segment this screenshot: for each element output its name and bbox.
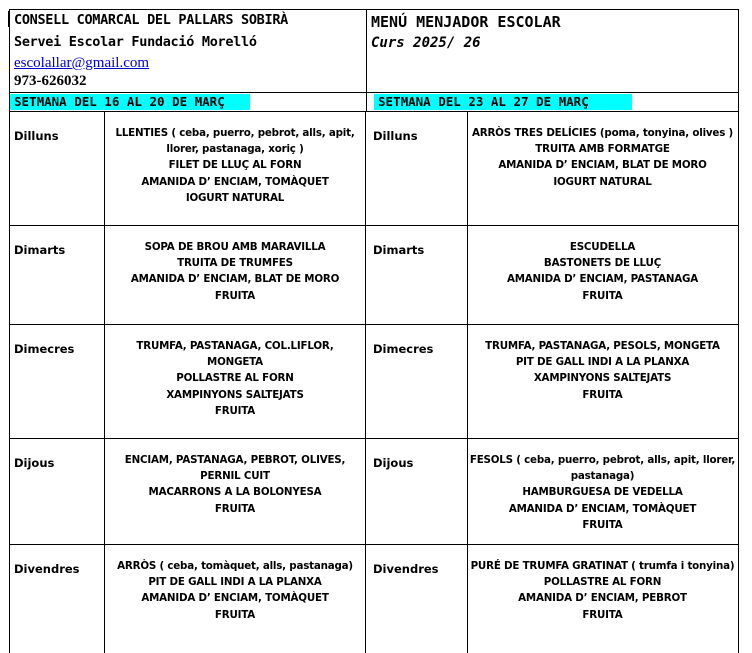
row-dimarts (10, 226, 739, 325)
week-divider (366, 93, 367, 111)
day-label: Dilluns (10, 112, 105, 225)
day-label: Dijous (366, 439, 468, 544)
dish-line: AMANIDA D’ ENCIAM, BLAT DE MORO (498, 159, 707, 172)
dish-line: PERNIL CUIT (200, 470, 270, 483)
organization-name: CONSELL COMARCAL DEL PALLARS SOBIRÀ (14, 12, 288, 28)
dish-line: TRUMFA, PASTANAGA, COL.LIFLOR, (136, 340, 334, 352)
dish-line: pastanaga) (570, 470, 635, 483)
dish-line: AMANIDA D’ ENCIAM, TOMÀQUET (141, 592, 329, 605)
meal-cell (105, 439, 366, 544)
dish-line: ENCIAM, PASTANAGA, PEBROT, OLIVES, (124, 454, 346, 466)
meal-cell (468, 325, 737, 438)
days-grid (10, 112, 739, 653)
dish-line: SOPA DE BROU AMB MARAVILLA (144, 241, 326, 253)
dish-line: PIT DE GALL INDI A LA PLANXA (148, 576, 322, 589)
day-label: Dimecres (366, 325, 468, 438)
day-label: Dijous (10, 439, 105, 544)
dish-line: PURÉ DE TRUMFA GRATINAT ( trumfa i tonyina) (470, 560, 735, 572)
row-dilluns (10, 112, 739, 226)
meal-cell (105, 325, 366, 438)
dish-line: IOGURT NATURAL (553, 175, 652, 188)
meal-cell (468, 545, 737, 653)
meal-cell (105, 226, 366, 324)
week-labels-row (10, 93, 739, 112)
dish-line: FRUITA (582, 289, 623, 302)
row-divendres (10, 545, 739, 653)
dish-line: MACARRONS A LA BOLONYESA (148, 486, 322, 499)
dish-line: FRUITA (214, 608, 256, 621)
text-cursor (8, 11, 9, 27)
day-label: Dilluns (366, 112, 468, 225)
week-2-label: SETMANA DEL 23 AL 27 DE MARÇ (374, 94, 632, 110)
dish-line: POLLASTRE AL FORN (543, 576, 662, 589)
menu-table (9, 9, 739, 653)
course-label: Curs 2025/ 26 (371, 35, 481, 51)
header-left (10, 10, 367, 93)
day-label: Dimarts (366, 226, 468, 324)
meal-cell (468, 226, 737, 324)
dish-line: BASTONETS DE LLUÇ (543, 257, 662, 270)
dish-line: XAMPINYONS SALTEJATS (533, 372, 672, 385)
day-label: Dimarts (10, 226, 105, 324)
dish-line: ARRÒS TRES DELÍCIES (poma, tonyina, olives ) (471, 127, 734, 139)
dish-line: FESOLS ( ceba, puerro, pebrot, alls, apit, llorer, (469, 454, 736, 466)
dish-line: HAMBURGUESA DE VEDELLA (522, 486, 683, 499)
phone-number: 973-626032 (14, 73, 87, 89)
dish-line: FRUITA (582, 388, 623, 401)
dish-line: LLENTIES ( ceba, puerro, pebrot, alls, apit, (115, 127, 355, 139)
dish-line: AMANIDA D’ ENCIAM, TOMÀQUET (508, 502, 697, 515)
dish-line: MONGETA (207, 356, 263, 369)
dish-line: AMANIDA D’ ENCIAM, PEBROT (518, 592, 687, 605)
dish-line: POLLASTRE AL FORN (176, 372, 294, 385)
dish-line: IOGURT NATURAL (185, 191, 285, 204)
row-dijous (10, 439, 739, 545)
day-label: Dimecres (10, 325, 105, 438)
dish-line: TRUMFA, PASTANAGA, PESOLS, MONGETA (485, 340, 720, 352)
menu-title: MENÚ MENJADOR ESCOLAR (371, 13, 561, 31)
meal-cell (105, 112, 366, 225)
week-1-label: SETMANA DEL 16 AL 20 DE MARÇ (10, 94, 250, 110)
service-name: Servei Escolar Fundació Morelló (14, 34, 257, 50)
dish-line: TRUITA AMB FORMATGE (535, 143, 670, 156)
row-dimecres (10, 325, 739, 439)
day-label: Divendres (366, 545, 468, 653)
email-link[interactable]: escolallar@gmail.com (14, 55, 150, 71)
dish-line: PIT DE GALL INDI A LA PLANXA (515, 356, 690, 369)
dish-line: llorer, pastanaga, xoriç ) (166, 143, 304, 156)
dish-line: FRUITA (582, 518, 623, 531)
meal-cell (468, 439, 737, 544)
meal-cell (105, 545, 366, 653)
dish-line: FRUITA (214, 404, 256, 417)
header-right (366, 10, 740, 93)
dish-line: AMANIDA D’ ENCIAM, BLAT DE MORO (130, 273, 340, 286)
dish-line: ESCUDELLA (569, 241, 636, 253)
dish-line: ARRÒS ( ceba, tomàquet, alls, pastanaga) (117, 560, 353, 572)
dish-line: FRUITA (214, 289, 256, 302)
dish-line: FILET DE LLUÇ AL FORN (168, 159, 302, 172)
dish-line: FRUITA (582, 608, 623, 621)
dish-line: FRUITA (214, 502, 256, 515)
day-label: Divendres (10, 545, 105, 653)
dish-line: XAMPINYONS SALTEJATS (166, 388, 304, 401)
dish-line: AMANIDA D’ ENCIAM, TOMÀQUET (141, 175, 329, 188)
dish-line: AMANIDA D’ ENCIAM, PASTANAGA (506, 273, 699, 286)
meal-cell (468, 112, 737, 225)
dish-line: TRUITA DE TRUMFES (177, 257, 293, 270)
